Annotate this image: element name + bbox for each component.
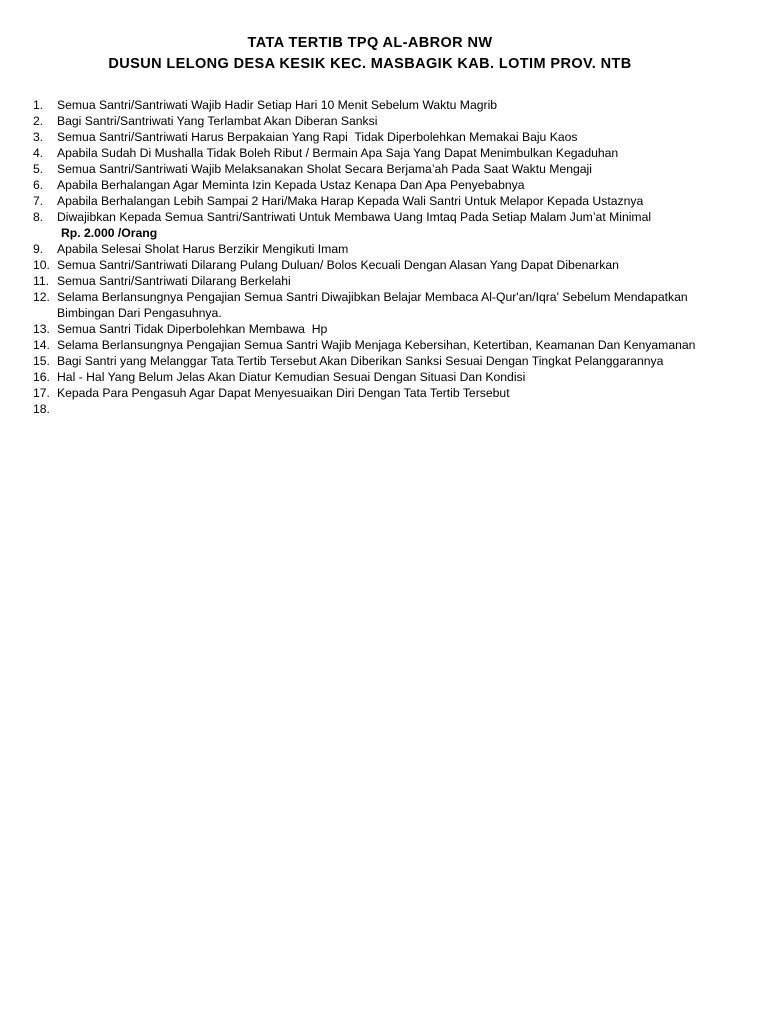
list-item bbox=[33, 321, 723, 337]
list-item bbox=[33, 145, 723, 161]
list-item bbox=[33, 273, 723, 289]
list-item bbox=[33, 177, 723, 193]
list-item bbox=[33, 241, 723, 257]
document-subtitle: DUSUN LELONG DESA KESIK KEC. MASBAGIK KAB. LOTIM PROV. NTB bbox=[108, 56, 632, 72]
rule-text: Semua Santri Tidak Diperbolehkan Membawa Hp bbox=[57, 322, 328, 336]
list-item bbox=[33, 337, 723, 353]
rule-text: Bagi Santri yang Melanggar Tata Tertib Tersebut Akan Diberikan Sanksi Sesuai Dengan Tingkat Pelanggarannya bbox=[57, 354, 664, 368]
rule-text: Semua Santri/Santriwati Wajib Melaksanakan Sholat Secara Berjama’ah Pada Saat Waktu Mengaji bbox=[57, 162, 592, 176]
rule-text: Apabila Selesai Sholat Harus Berzikir Mengikuti Imam bbox=[57, 242, 349, 256]
list-item bbox=[33, 209, 723, 225]
list-item bbox=[33, 353, 723, 369]
rule-number: 7. bbox=[33, 194, 44, 208]
list-item bbox=[33, 289, 723, 321]
list-item bbox=[33, 401, 723, 417]
document-header bbox=[0, 33, 740, 75]
rule-number: 6. bbox=[33, 178, 44, 192]
rule-number: 13. bbox=[33, 322, 50, 336]
list-item bbox=[33, 257, 723, 273]
rule-text: Apabila Sudah Di Mushalla Tidak Boleh Ribut / Bermain Apa Saja Yang Dapat Menimbulkan Kegaduhan bbox=[57, 146, 619, 160]
rule-text: Diwajibkan Kepada Semua Santri/Santriwati Untuk Membawa Uang Imtaq Pada Setiap Malam Jum’at Minimal bbox=[57, 210, 652, 224]
rule-text: Semua Santri/Santriwati Wajib Hadir Setiap Hari 10 Menit Sebelum Waktu Magrib bbox=[57, 98, 498, 112]
rule-text: Selama Berlansungnya Pengajian Semua Santri Diwajibkan Belajar Membaca Al-Qur'an/Iqra' Sebelum Mendapatkan Bimbingan Dari Pengasuhnya. bbox=[57, 290, 692, 320]
rule-text: Bagi Santri/Santriwati Yang Terlambat Akan Diberan Sanksi bbox=[57, 114, 378, 128]
rule-text: Kepada Para Pengasuh Agar Dapat Menyesuaikan Diri Dengan Tata Tertib Tersebut bbox=[57, 386, 510, 400]
rule-text bbox=[57, 401, 723, 417]
rule-number: 8. bbox=[33, 210, 44, 224]
rule-text: Hal - Hal Yang Belum Jelas Akan Diatur Kemudian Sesuai Dengan Situasi Dan Kondisi bbox=[57, 370, 526, 384]
rule-number: 3. bbox=[33, 130, 44, 144]
rule-text: Semua Santri/Santriwati Dilarang Pulang Duluan/ Bolos Kecuali Dengan Alasan Yang Dapat Dibenarkan bbox=[57, 258, 619, 272]
rules-list bbox=[33, 97, 723, 417]
document-title: TATA TERTIB TPQ AL-ABROR NW bbox=[247, 35, 493, 51]
rule-number: 16. bbox=[33, 370, 50, 384]
rule-number: 14. bbox=[33, 338, 50, 352]
rule-text: Selama Berlansungnya Pengajian Semua Santri Wajib Menjaga Kebersihan, Ketertiban, Keamanan Dan Kenyamanan bbox=[57, 338, 696, 352]
rule-text: Semua Santri/Santriwati Dilarang Berkelahi bbox=[57, 274, 291, 288]
rule-number: 1. bbox=[33, 98, 44, 112]
list-item bbox=[33, 193, 723, 209]
rule-number: 10. bbox=[33, 258, 50, 272]
rule-text: Apabila Berhalangan Lebih Sampai 2 Hari/Maka Harap Kepada Wali Santri Untuk Melapor Kepada Ustaznya bbox=[57, 194, 644, 208]
rule-number: 4. bbox=[33, 146, 44, 160]
list-item bbox=[33, 385, 723, 401]
list-item bbox=[33, 161, 723, 177]
list-item bbox=[33, 129, 723, 145]
rule-text: Apabila Berhalangan Agar Meminta Izin Kepada Ustaz Kenapa Dan Apa Penyebabnya bbox=[57, 178, 525, 192]
rule-number: 5. bbox=[33, 162, 44, 176]
rule-number: 12. bbox=[33, 290, 50, 304]
rule-number: 2. bbox=[33, 114, 44, 128]
list-item bbox=[33, 97, 723, 113]
rule-number: 17. bbox=[33, 386, 50, 400]
rule-number: 9. bbox=[33, 242, 44, 256]
rule-number: 11. bbox=[33, 274, 50, 288]
rule-text: Semua Santri/Santriwati Harus Berpakaian Yang Rapi Tidak Diperbolehkan Memakai Baju Kaos bbox=[57, 130, 578, 144]
rule-number: 18. bbox=[33, 402, 50, 416]
list-item bbox=[33, 113, 723, 129]
rule-number: 15. bbox=[33, 354, 50, 368]
rule-8-amount-note: Rp. 2.000 /Orang bbox=[61, 226, 158, 240]
list-item bbox=[33, 369, 723, 385]
